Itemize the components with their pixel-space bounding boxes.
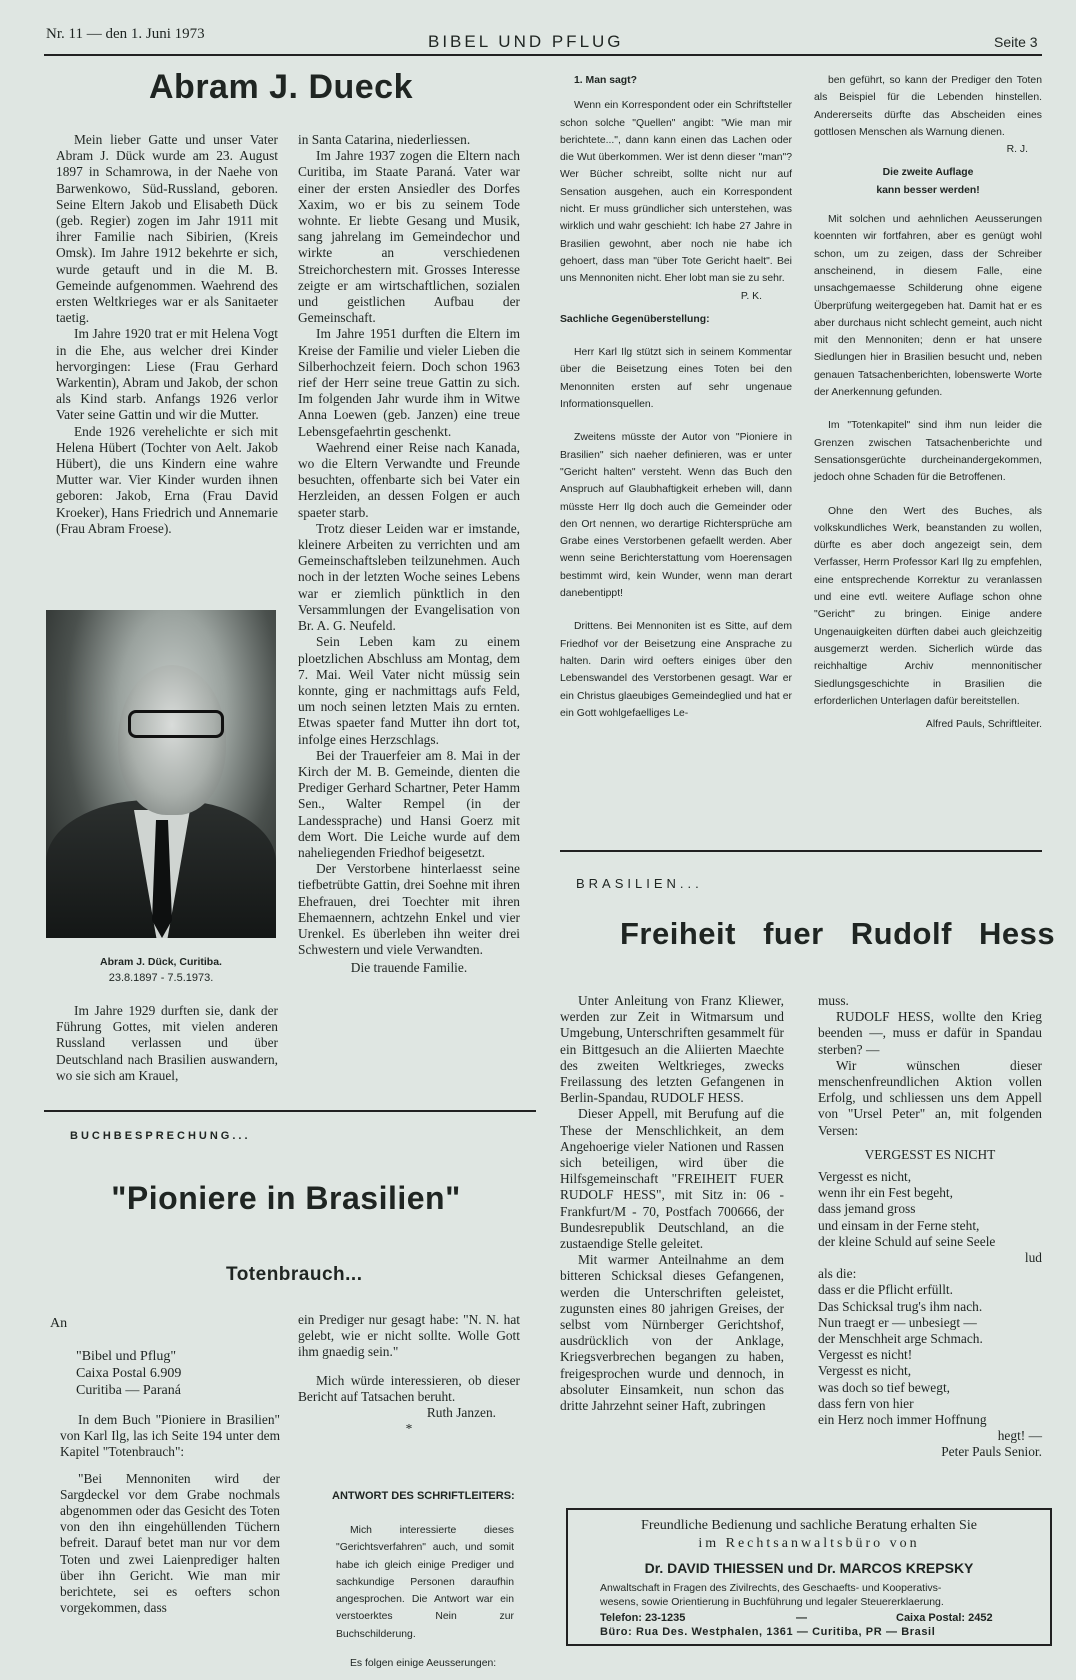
poem-line: wenn ihr ein Fest begeht,: [818, 1185, 953, 1201]
poem-line: und einsam in der Ferne steht,: [818, 1217, 980, 1233]
paragraph: Ohne den Wert des Buches, als volkskundliches Werk, beanstanden zu wollen, dürfte es aber doch angezeigt sein, dem Verfasser, Herrn Professor Karl Ilg zu empfehlen, eine entsprechende Korrektur zu veranlassen und eine evtl. weitere Auflage schon ohne "Gericht" zu bringen. Einige andere Ungenauigkeiten dürften dabei auch gleichzeitig ausgemerzt werden. Sicherlich würde das reichhaltige Archiv mennonitischer Siedlungsgeschichte in Brasilien die erforderlichen Unterlagen dafür bereitstellen.: [814, 505, 1042, 707]
paragraph: Herr Karl Ilg stützt sich in seinem Kommentar über die Beisetzung eines Toten bei den Menonniten ersten auf sehr ungenaue Informationsquellen.: [560, 347, 792, 411]
hess-right-col: [818, 993, 1042, 1461]
editor-pk: P. K.: [740, 290, 762, 302]
paragraph: Waehrend einer Reise nach Kanada, wo die Eltern Verwandte und Freunde besuchten, offenbarte sich bei Vater ein Herzleiden, an dessen Folgen er auch spaeter starb.: [298, 439, 520, 520]
ad-caixa: Caixa Postal: 2452: [896, 1612, 993, 1624]
poem-line: Nun traegt er — unbesiegt —: [818, 1314, 977, 1330]
poem-line: dass jemand gross: [818, 1201, 916, 1217]
answer-head: ANTWORT DES SCHRIFTLEITERS:: [332, 1490, 515, 1502]
photo-caption-name: Abram J. Dück, Curitiba.: [100, 956, 222, 968]
paragraph: Im Jahre 1929 durften sie, dank der Führung Gottes, mit vielen anderen Russland verlassen und über Deutschland nach Brasilien auswandern, wo sie sich am Krauel,: [56, 1003, 278, 1083]
portrait-photo: [46, 610, 276, 938]
review-title: "Pioniere in Brasilien": [111, 1180, 461, 1216]
ad-names: Dr. DAVID THIESSEN und Dr. MARCOS KREPSKY: [644, 1560, 974, 1576]
review-left-col: [60, 1412, 280, 1616]
address-line: Curitiba — Paraná: [76, 1383, 181, 1398]
review-address: [76, 1348, 181, 1399]
poem-line: dass fern von hier: [818, 1395, 914, 1411]
paragraph: Sein Leben kam zu einem ploetzlichen Abschluss am Montag, dem 7. Mai. Weil Vater nicht müssig sein konnte, ging er nachmittags aufs Feld, um noch seinen letzten Mais zu ernten. Etwas spaeter fand Mutter ihn dort tot, infolge eines Herzschlags.: [298, 634, 520, 747]
poem-line: was doch so tief bewegt,: [818, 1379, 951, 1395]
paragraph: Bei der Trauerfeier am 8. Mai in der Kirch der M. B. Gemeinde, dienten die Prediger Gerhard Schartner, Peter Hamm Sen., Walter Rempel (in der Landessprache) und Hansi Goerz mit dem Wort. Die Leiche wurde auf dem naheliegenden Friedhof beigesetzt.: [298, 747, 520, 860]
paragraph: Der Verstorbene hinterlaesst seine tiefbetrübte Gattin, drei Soehne mit ihren Ehefrauen, drei Toechter mit ihren Ehemaennern, achtzehn Enkel und vier Urenkel. Es überleben ihn weiter drei Schwestern und viele Verwandten.: [298, 861, 520, 958]
photo-glasses: [128, 710, 224, 738]
obituary-col2: [298, 132, 520, 977]
obituary-col1: [56, 132, 278, 537]
hess-signature: Peter Pauls Senior.: [941, 1444, 1042, 1460]
editor-h3a: Die zweite Auflage: [882, 167, 974, 179]
obituary-title: Abram J. Dueck: [149, 68, 413, 106]
section-rule-left: [44, 1110, 536, 1112]
editor-col2: [814, 72, 1042, 733]
ad-dash: —: [796, 1612, 807, 1624]
paragraph: Im Jahre 1937 zogen die Eltern nach Curitiba, im Staate Paraná. Vater war einer der ersten Ansiedler des Dorfes Xaxim, wo er bis zu seinem Tode wohnte. Er liebte Gesang und Musik, sang jahrelang im Gemeindechor und wirkte an verschiedenen Streichorchestern mit. Grosses Interesse zeigte er am wirtschaftlichen, sozialen und geistlichen Aufbau der Gemeinschaft.: [298, 148, 520, 326]
paragraph: ben geführt, so kann der Prediger den Toten als Beispiel für die Lebenden hinstellen. Andererseits dürfte das Abscheiden eines gottlosen Menschen als Warnung dienen.: [814, 75, 1042, 138]
obituary-signature: Die trauende Familie.: [350, 960, 468, 976]
poem-line: dass er die Pflicht erfüllt.: [818, 1282, 953, 1298]
paragraph: Dieser Appell, mit Berufung auf die These der Menschlichkeit, an dem Angehoerige vieler Nationen und Rassen sich beteiligen, wird über die Hilfsgemeinschaft "FREIHEIT FUER RUDOLF HESS", mit Sitz in: 06 - Frankfurt/M - 70, Postfach 700666, der Bundesrepublik Deutschland, an die zustaendige Stelle geleitet.: [560, 1106, 784, 1252]
review-kicker: BUCHBESPRECHUNG...: [70, 1130, 251, 1142]
poem-line: Das Schicksal trug's ihm nach.: [818, 1298, 983, 1314]
review-right-col: [298, 1312, 520, 1437]
poem-line: hegt! —: [997, 1428, 1042, 1444]
editor-signature: Alfred Pauls, Schriftleiter.: [925, 719, 1042, 731]
editor-h1: 1. Man sagt?: [574, 75, 637, 86]
paragraph: in Santa Catarina, niederliessen.: [298, 132, 471, 147]
paragraph: Mein lieber Gatte und unser Vater Abram J. Dück wurde am 23. August 1897 in Schamrowa, in der Naehe von Barwenkowo, Süd-Russland, geboren. Seine Eltern Jakob und Elisabeth Dück (geb. Regier) zogen im Jahr 1911 mit ihrer Familie nach Sibirien, (Kreis Omsk). Im Jahre 1912 bekehrte er sich, wurde getauft und in die M. B. Gemeinde aufgenommen. Waehrend des ersten Weltkrieges war er als Sanitaeter taetig.: [56, 132, 278, 326]
section-rule-right: [560, 850, 1042, 852]
paragraph: Mit solchen und aehnlichen Aeusserungen koennten wir fortfahren, aber es genügt wohl schon, um zu zeigen, dass der Schreiber anscheinend, in diesem Falle, eine unsachgemaesse Schilderung ohne eigene Überprüfung weitergegeben hat. Damit hat er es aber durchaus nicht schlecht gemeint, auch nicht mit den Mennoniten; denn er hat unsere Siedlungen hier in Brasilien besucht und, neben genauen Tatsachenberichten, lobenswerte Worte der Anerkennung gefunden.: [814, 214, 1042, 399]
poem-line: Vergesst es nicht!: [818, 1347, 913, 1363]
paragraph: muss.: [818, 993, 849, 1008]
poem-line: lud: [1024, 1250, 1042, 1266]
paragraph: Im Jahre 1951 durften die Eltern im Kreise der Familie und vieler Lieben die Silberhochzeit feiern. Doch schon 1963 rief der Herr seine treue Gattin zu sich. Im folgenden Jahr wurde ihm in Witwe Anna Loewen (geb. Janzen) eine treue Lebensgefaehrtin geschenkt.: [298, 326, 520, 439]
law-office-ad: [566, 1508, 1052, 1646]
editor-h2: Sachliche Gegenüberstellung:: [560, 313, 710, 325]
paragraph: In dem Buch "Pioniere in Brasilien" von Karl Ilg, las ich Seite 194 unter dem Kapitel "Totenbrauch":: [60, 1412, 280, 1460]
answer-text: [336, 1522, 514, 1672]
editor-h3b: kann besser werden!: [876, 184, 980, 196]
poem-title: VERGESST ES NICHT: [864, 1146, 996, 1162]
paragraph: Zweitens müsste der Autor von "Pioniere in Brasilien" sich naeher definieren, was er unter "Gericht halten" versteht. Wenn das Buch den Anspruch auf Glaubhaftigkeit erheben will, dann müsste Herr Ilg doch auch die Gemeinder oder den Ort nennen, wo derartige Richtersprüche am Grabe eines Verstorbenen gefaellt werden. Aber wenn seine Berichterstattung vom Hoerensagen bestimmt wird, kein Wunder, wenn man derart danebentippt!: [560, 432, 792, 600]
ad-line: wesens, sowie Orientierung in Buchführung und legaler Steuererklaerung.: [600, 1596, 944, 1608]
poem-line: der kleine Schuld auf seine Seele: [818, 1233, 996, 1249]
paragraph: Unter Anleitung von Franz Kliewer, werden zur Zeit in Witmarsum und Umgebung, Unterschriften gesammelt für ein Bittgesuch an die Aliierten Maechte des zweiten Weltkrieges, zwecks Freilassung des letzten Gefangenen in Berlin-Spandau, RUDOLF HESS.: [560, 993, 784, 1106]
paragraph: Mich würde interessieren, ob dieser Bericht auf Tatsachen beruht.: [298, 1372, 520, 1404]
poem-line: ein Herz noch immer Hoffnung: [818, 1412, 987, 1428]
paragraph: "Bei Mennoniten wird der Sargdeckel vor dem Grabe nochmals abgenommen oder das Gesicht des Toten von den ihn eingehüllenden Tüchern befreit. Darauf betet man nur vor dem Toten und zwei Laienprediger halten über ihn Gericht. Wie man mir berichtete, sei es oefters schon vorgekommen, dass: [60, 1470, 280, 1616]
hess-title: Freiheit fuer Rudolf Hess: [620, 916, 1056, 951]
review-star: *: [405, 1421, 413, 1437]
poem-line: Vergesst es nicht,: [818, 1169, 912, 1185]
paragraph: Mit warmer Anteilnahme an dem bitteren Schicksal dieses Gefangenen, werden die Unterschriften geleistet, zugunsten eines 80 jahrigen Greises, der selbst vom Nürnberger Gerichtshof, ausdrücklich von der Anklage, Kriegsverbrechen begangen zu haben, freigesprochen wurde und dennoch, in absoluter Einsamkeit, nun schon das dritte Jahrzehnt seiner Haft, zubringen: [560, 1252, 784, 1414]
address-line: "Bibel und Pflug": [76, 1349, 177, 1364]
paragraph: RUDOLF HESS, wollte den Krieg beenden —, muss er dafür in Spandau sterben? —: [818, 1009, 1042, 1057]
poem-line: Vergesst es nicht,: [818, 1363, 912, 1379]
ad-line: Freundliche Bedienung und sachliche Beratung erhalten Sie: [641, 1518, 977, 1533]
poem-line: als die:: [818, 1266, 857, 1282]
paragraph: Es folgen einige Aeusserungen:: [350, 1658, 497, 1670]
address-line: Caixa Postal 6.909: [76, 1366, 182, 1381]
hess-left-col: [560, 993, 784, 1414]
paragraph: Trotz dieser Leiden war er imstande, kleinere Arbeiten zu verrichten und am Gemeinschaftsleben teilzunehmen. Auch noch in der letzten Woche seines Lebens war er ziemlich pünktlich in den Versammlungen der Evangelisation von Br. A. G. Neufeld.: [298, 520, 520, 634]
obituary-col1-after: [56, 1003, 278, 1084]
ad-line: Anwaltschaft in Fragen des Zivilrechts, des Geschaefts- und Kooperativs-: [600, 1582, 942, 1594]
editor-rj: R. J.: [1006, 144, 1028, 156]
paragraph: ein Prediger nur gesagt habe: "N. N. hat gelebt, wie er nicht sollte. Wolle Gott ihm gnaedig sein.": [298, 1312, 520, 1360]
review-subtitle: Totenbrauch...: [226, 1264, 363, 1285]
ad-telefon: Telefon: 23-1235: [600, 1612, 686, 1624]
editor-col1: [560, 72, 792, 722]
paragraph: Wir wünschen dieser menschenfreundlichen Aktion vollen Erfolg, und schliessen uns dem Appell von "Ursel Peter" an, mit folgenden Versen:: [818, 1057, 1042, 1138]
header-rule: [44, 54, 1042, 56]
photo-face: [118, 665, 226, 815]
paragraph: Drittens. Bei Mennoniten ist es Sitte, auf dem Friedhof vor der Beisetzung eine Ansprache zu halten. Darin wird oefters einiges über den Lebenswandel des Verstorbenen gesagt. War er ein Christus glaeubiges Gemeindeglied und hat er ein Gott wohlgefaelliges Le-: [560, 621, 792, 719]
photo-caption-dates: 23.8.1897 - 7.5.1973.: [108, 972, 214, 984]
page-number: Seite 3: [994, 34, 1038, 50]
paragraph: Ende 1926 verehelichte er sich mit Helena Hübert (Tochter von Aelt. Jakob Hübert), die uns Kindern eine wahre Mutter war. Vier Kinder wurden ihnen geboren: Jakob, Erna (Frau David Kroeker), Hans Friedrich und Annemarie (Frau Abram Froese).: [56, 423, 278, 536]
poem: [818, 1169, 1042, 1444]
paragraph: Im "Totenkapitel" sind ihm nun leider die Grenzen zwischen Tatsachenberichte und Sensationsgerüchte durcheinandergekommen, jedoch ohne Schaden für die Betroffenen.: [814, 420, 1042, 484]
poem-line: der Menschheit arge Schmach.: [818, 1331, 983, 1347]
ad-line: im Rechtsanwaltsbüro von: [698, 1536, 920, 1551]
masthead: BIBEL UND PFLUG: [428, 32, 624, 51]
issue-date: Nr. 11 — den 1. Juni 1973: [46, 26, 205, 42]
paragraph: Wenn ein Korrespondent oder ein Schriftsteller schon solche "Quellen" angibt: "Wie man mir berichtete...", dann kann einen das Lachen oder die Wut überkommen. Wer ist denn dieser "man"? Wer Bücher schreibt, sollte nicht nur auf Sensation ausgehen, auch ein Korrespondent nicht. Er muss gründlicher sich unterstehen, was wirklich und wahr geschieht: Ich habe 27 Jahre in Brasilien gewohnt, aber noch nie habe ich gehoert, dass man "über Tote Gericht haelt". Bei uns Mennoniten nicht. Eher lobt man sie zu sehr.: [560, 100, 792, 285]
hess-kicker: BRASILIEN...: [576, 876, 703, 891]
review-signature: Ruth Janzen.: [426, 1405, 496, 1421]
ad-address: Büro: Rua Des. Westphalen, 1361 — Curitiba, PR — Brasil: [600, 1626, 936, 1638]
review-an: An: [50, 1316, 68, 1331]
paragraph: Mich interessierte dieses "Gerichtsverfahren" auch, und somit habe ich gleich einige Prediger und sachkundige Personen daraufhin angesprochen. Die Antwort war ein verstoerktes Nein zur Buchschilderung.: [336, 1525, 514, 1640]
paragraph: Im Jahre 1920 trat er mit Helena Vogt in die Ehe, aus welcher drei Kinder hervorgingen: Liese (Frau Gerhard Warkentin), Abram und Jakob, der schon als Kind starb. Anfangs 1926 verlor Vater seine Gattin und wir die Mutter.: [56, 326, 278, 423]
